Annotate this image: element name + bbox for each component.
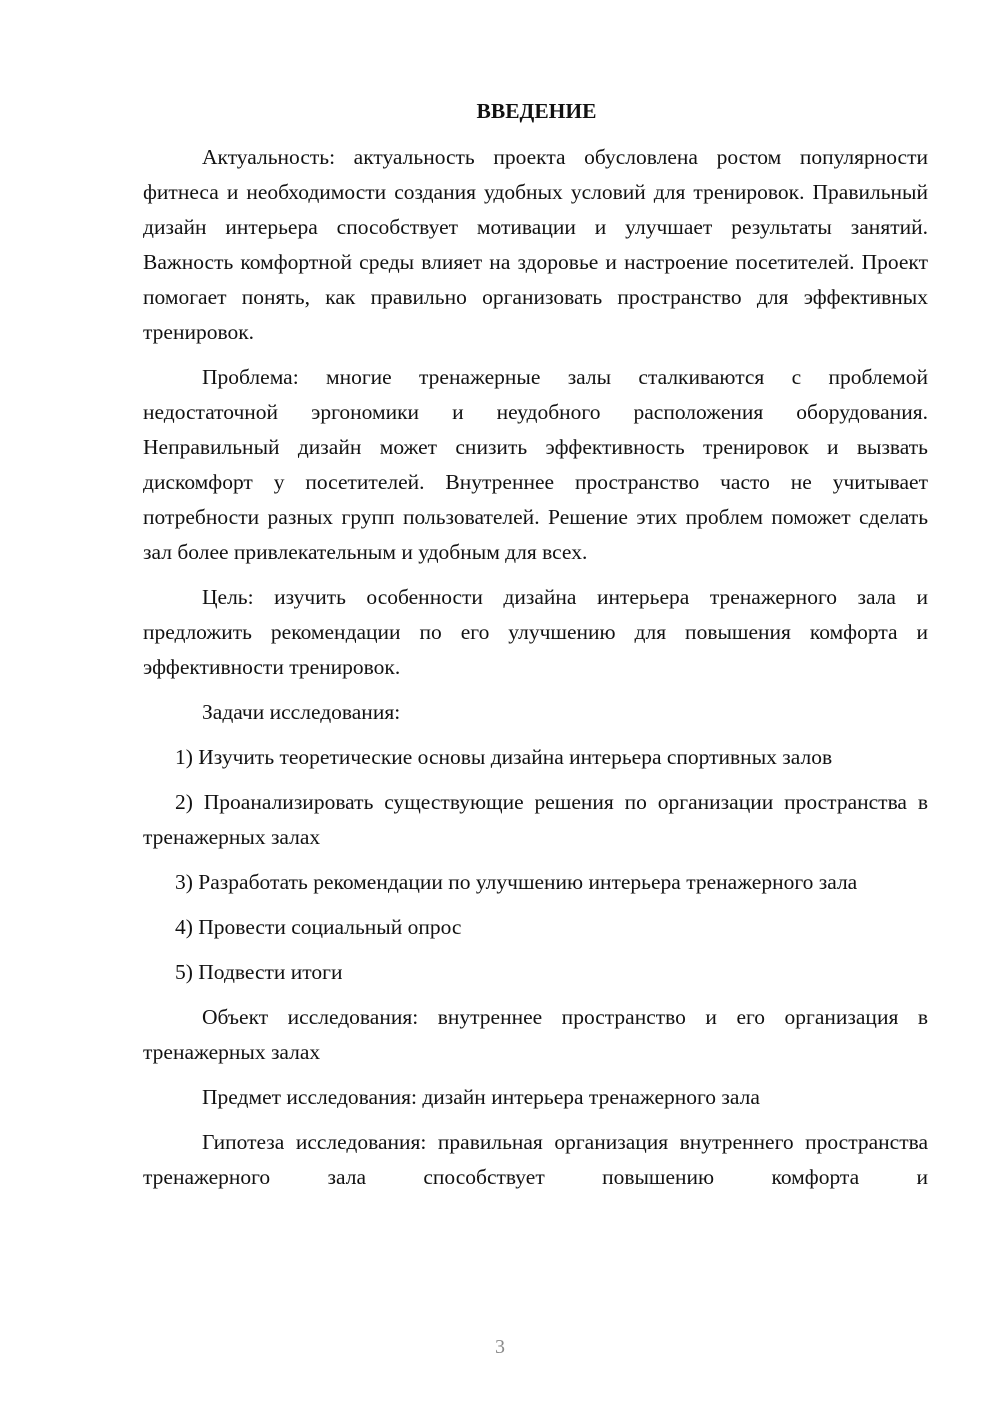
task-item-3: 3) Разработать рекомендации по улучшению интерьера тренажерного зала	[175, 870, 858, 894]
tasks-heading: Задачи исследования:	[202, 700, 401, 724]
paragraph-problem: Проблема: многие тренажерные залы сталкиваются с проблемой недостаточной эргономики и неудобного расположения оборудования. Неправильный дизайн может снизить эффективность тренировок и вызвать дискомфорт у посетителей. Внутреннее пространство часто не учитывает потребности разных групп пользователей. Решение этих проблем поможет сделать зал более привлекательным и удобным для всех.	[143, 365, 928, 564]
task-item-2: 2) Проанализировать существующие решения по организации пространства в тренажерных залах	[143, 790, 928, 849]
section-title: ВВЕДЕНИЕ	[476, 99, 597, 123]
page-content	[143, 96, 928, 1205]
task-item-5: 5) Подвести итоги	[175, 960, 343, 984]
paragraph-relevance: Актуальность: актуальность проекта обусловлена ростом популярности фитнеса и необходимости создания удобных условий для тренировок. Правильный дизайн интерьера способствует мотивации и улучшает результаты занятий. Важность комфортной среды влияет на здоровье и настроение посетителей. Проект помогает понять, как правильно организовать пространство для эффективных тренировок.	[143, 145, 928, 344]
paragraph-subject: Предмет исследования: дизайн интерьера тренажерного зала	[202, 1085, 760, 1109]
paragraph-goal: Цель: изучить особенности дизайна интерьера тренажерного зала и предложить рекомендации по его улучшению для повышения комфорта и эффективности тренировок.	[143, 585, 928, 679]
page-number: 3	[495, 1336, 505, 1358]
paragraph-object: Объект исследования: внутреннее пространство и его организация в тренажерных залах	[143, 1005, 928, 1064]
paragraph-hypothesis: Гипотеза исследования: правильная организация внутреннего пространства тренажерного зала способствует повышению комфорта и	[143, 1130, 928, 1189]
task-item-1: 1) Изучить теоретические основы дизайна интерьера спортивных залов	[175, 745, 833, 769]
task-item-4: 4) Провести социальный опрос	[175, 915, 462, 939]
